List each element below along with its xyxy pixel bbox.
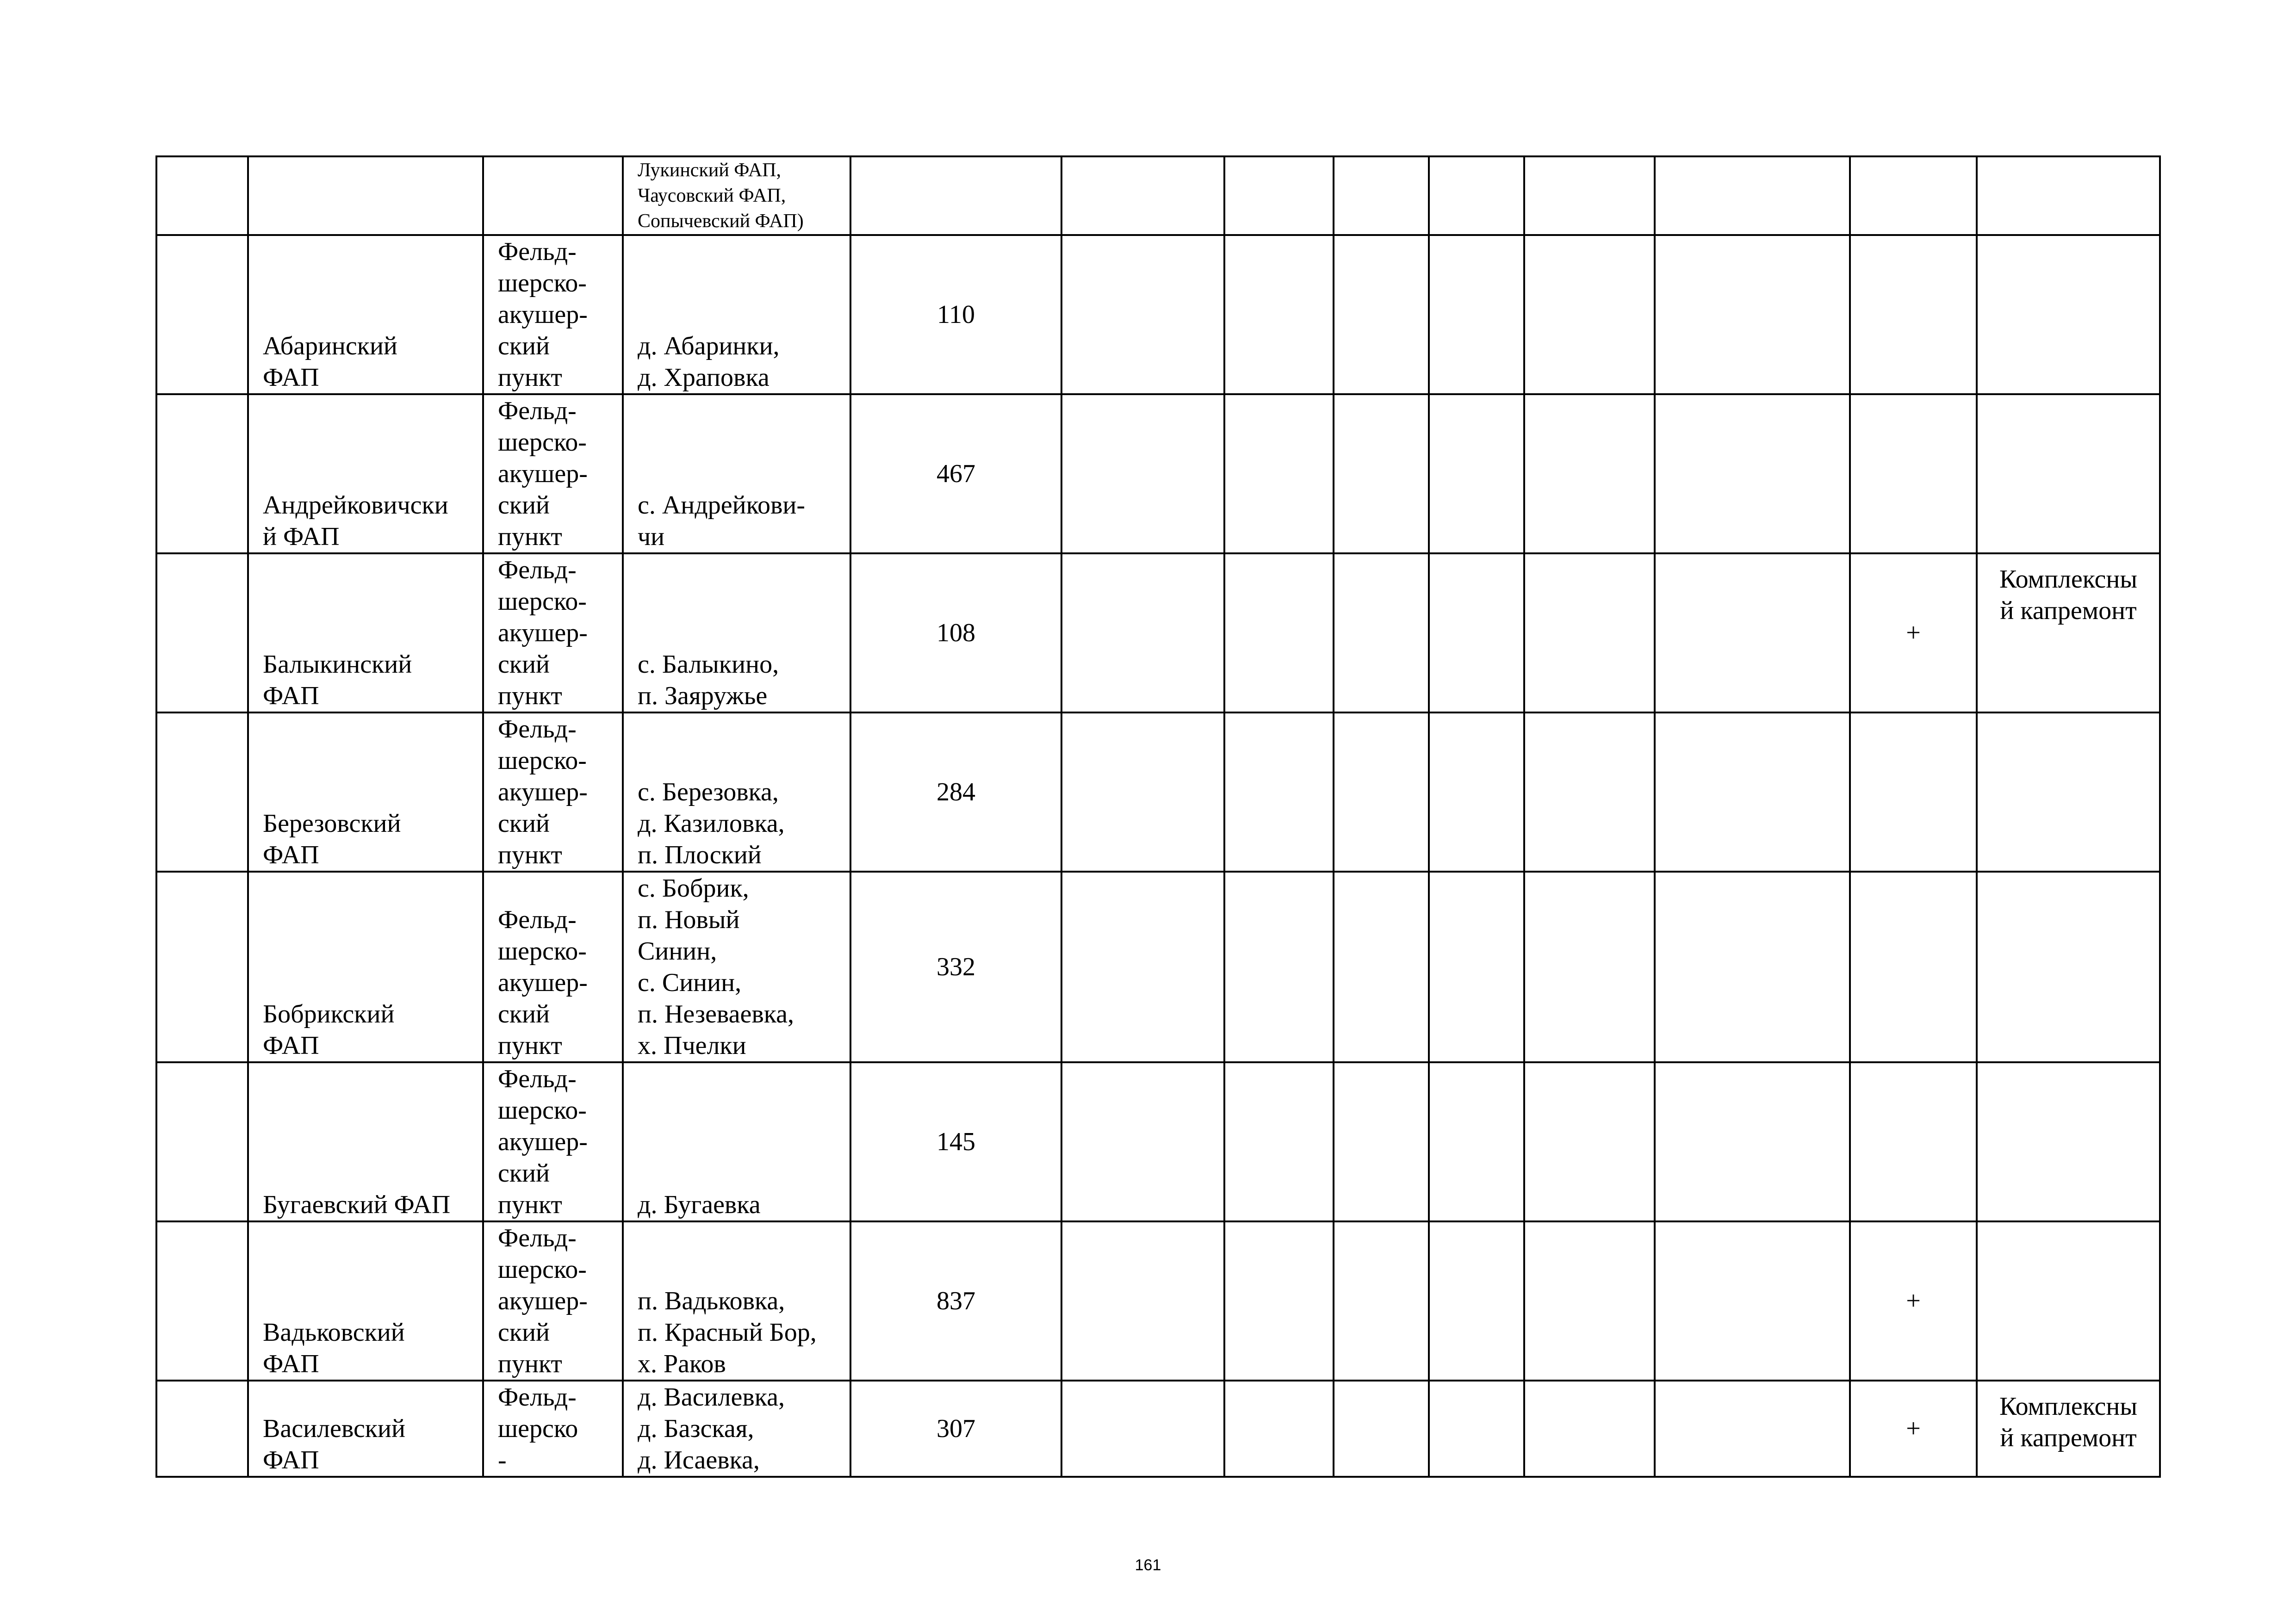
table-cell — [1429, 553, 1524, 712]
population-value: 837 — [937, 1287, 975, 1315]
table-cell — [1334, 235, 1429, 394]
table-cell — [248, 872, 483, 1062]
plus-mark: + — [1906, 1287, 1921, 1315]
table-row — [156, 156, 2160, 235]
facility-name: Бобрикский ФАП — [263, 1000, 395, 1060]
facility-type: Фельд- шерско- акушер- ский пункт — [498, 715, 588, 869]
table-cell — [248, 712, 483, 872]
table-cell — [850, 394, 1061, 553]
repair-note — [1978, 395, 2159, 404]
population-value: 145 — [937, 1127, 975, 1156]
table-cell — [1224, 1381, 1334, 1477]
table-cell — [1524, 712, 1655, 872]
table-row — [156, 1381, 2160, 1477]
table-cell — [623, 1062, 850, 1221]
table-cell — [156, 235, 248, 394]
population-value: 108 — [937, 619, 975, 647]
table-cell — [850, 1381, 1061, 1477]
table-cell — [623, 235, 850, 394]
table-cell — [483, 1062, 623, 1221]
table-cell — [1977, 553, 2160, 712]
table-cell — [1850, 553, 1977, 712]
population-value: 284 — [937, 778, 975, 806]
repair-note — [1978, 1063, 2159, 1072]
table-cell — [1429, 394, 1524, 553]
table-cell — [850, 235, 1061, 394]
table-cell — [1655, 553, 1850, 712]
table-cell — [1061, 1381, 1224, 1477]
table-cell — [623, 156, 850, 235]
facility-name: Василевский ФАП — [263, 1414, 405, 1474]
table-cell — [156, 394, 248, 553]
facility-locality: д. Абаринки, д. Храповка — [638, 332, 780, 392]
table-cell — [1224, 1221, 1334, 1381]
table-cell — [1334, 394, 1429, 553]
table-cell — [1977, 872, 2160, 1062]
table-cell — [1224, 394, 1334, 553]
table-cell — [1850, 156, 1977, 235]
facility-name: Березовский ФАП — [263, 809, 401, 869]
table-cell — [1655, 394, 1850, 553]
table-cell — [623, 394, 850, 553]
table-cell — [156, 1221, 248, 1381]
population-value: 110 — [937, 300, 975, 329]
table-cell — [1655, 235, 1850, 394]
facility-type: Фельд- шерско- акушер- ский пункт — [498, 1065, 588, 1219]
table-cell — [1850, 1221, 1977, 1381]
repair-note: Комплексны й капремонт — [1999, 565, 2137, 625]
table-cell — [850, 156, 1061, 235]
table-cell — [1429, 235, 1524, 394]
table-cell — [156, 553, 248, 712]
table-cell — [850, 872, 1061, 1062]
table-cell — [483, 872, 623, 1062]
table-cell — [623, 1381, 850, 1477]
population-value: 307 — [937, 1414, 975, 1443]
table-cell — [1524, 553, 1655, 712]
table-cell — [1655, 156, 1850, 235]
table-cell — [1224, 235, 1334, 394]
table-cell — [1850, 1062, 1977, 1221]
table-cell — [1224, 712, 1334, 872]
table-cell — [1850, 235, 1977, 394]
table-cell — [1524, 394, 1655, 553]
table-cell — [1524, 1381, 1655, 1477]
table-cell — [1655, 1062, 1850, 1221]
facility-name: Андрейковичски й ФАП — [263, 491, 448, 551]
table-cell — [156, 156, 248, 235]
facility-locality: д. Бугаевка — [638, 1190, 761, 1219]
facility-name: Вадьковский ФАП — [263, 1318, 405, 1378]
facility-name: Абаринский ФАП — [263, 332, 397, 392]
table-cell — [1655, 1381, 1850, 1477]
table-cell — [623, 553, 850, 712]
table-cell — [623, 872, 850, 1062]
facility-type: Фельд- шерско- акушер- ский пункт — [498, 556, 588, 710]
facility-locality: с. Березовка, д. Казиловка, п. Плоский — [638, 778, 785, 869]
table-cell — [1334, 1062, 1429, 1221]
facility-name: Балыкинский ФАП — [263, 650, 412, 710]
facility-type: Фельд- шерско- акушер- ский пункт — [498, 237, 588, 392]
table-cell — [1334, 156, 1429, 235]
table-cell — [483, 235, 623, 394]
table-cell — [1524, 1221, 1655, 1381]
table-cell — [1977, 1221, 2160, 1381]
facility-type: Фельд- шерско- акушер- ский пункт — [498, 396, 588, 551]
table-cell — [850, 712, 1061, 872]
table-cell — [248, 553, 483, 712]
table-row — [156, 1062, 2160, 1221]
table-cell — [1977, 1381, 2160, 1477]
table-cell — [483, 156, 623, 235]
table-cell — [1977, 156, 2160, 235]
table-cell — [156, 1381, 248, 1477]
repair-note — [1978, 873, 2159, 882]
table-cell — [1429, 712, 1524, 872]
plus-mark: + — [1906, 619, 1921, 647]
table-cell — [623, 712, 850, 872]
table-cell — [1061, 553, 1224, 712]
table-cell — [248, 235, 483, 394]
table-cell — [1061, 156, 1224, 235]
facility-locality: с. Балыкино, п. Заяружье — [638, 650, 779, 710]
table-cell — [1524, 156, 1655, 235]
table-row — [156, 235, 2160, 394]
table-row — [156, 872, 2160, 1062]
table-cell — [1061, 712, 1224, 872]
table-cell — [1429, 156, 1524, 235]
table-cell — [483, 1221, 623, 1381]
table-cell — [1655, 712, 1850, 872]
table-cell — [483, 712, 623, 872]
table-cell — [1977, 235, 2160, 394]
table-cell — [1524, 235, 1655, 394]
table-cell — [248, 1062, 483, 1221]
table-cell — [483, 553, 623, 712]
table-cell — [623, 1221, 850, 1381]
facility-locality: п. Вадьковка, п. Красный Бор, х. Раков — [638, 1287, 817, 1378]
table-cell — [1061, 1221, 1224, 1381]
table-cell — [1061, 235, 1224, 394]
facility-name: Бугаевский ФАП — [263, 1190, 451, 1219]
table-cell — [1334, 872, 1429, 1062]
table-cell — [1977, 394, 2160, 553]
table-cell — [1429, 1062, 1524, 1221]
table-cell — [1429, 872, 1524, 1062]
table-cell — [1655, 1221, 1850, 1381]
table-cell — [1334, 1381, 1429, 1477]
table-cell — [1977, 712, 2160, 872]
table-cell — [1334, 553, 1429, 712]
table-cell — [1334, 1221, 1429, 1381]
table-cell — [1655, 872, 1850, 1062]
population-value: 332 — [937, 953, 975, 981]
repair-note — [1978, 236, 2159, 245]
table-cell — [1429, 1221, 1524, 1381]
locality-cell: Лукинский ФАП, Чаусовский ФАП, Сопычевский ФАП) — [638, 160, 804, 232]
table-cell — [1850, 872, 1977, 1062]
table-cell — [1524, 1062, 1655, 1221]
facilities-table — [155, 155, 2161, 1478]
table-row — [156, 394, 2160, 553]
table-row — [156, 712, 2160, 872]
facility-locality: д. Василевка, д. Базская, д. Исаевка, — [638, 1383, 785, 1474]
repair-note: Комплексны й капремонт — [1999, 1392, 2137, 1452]
plus-mark: + — [1906, 1414, 1921, 1443]
table-cell — [1334, 712, 1429, 872]
table-cell — [156, 872, 248, 1062]
table-cell — [850, 553, 1061, 712]
facility-type: Фельд- шерско - — [498, 1383, 578, 1474]
table-cell — [850, 1221, 1061, 1381]
table-cell — [1224, 156, 1334, 235]
table-cell — [1524, 872, 1655, 1062]
table-cell — [1224, 872, 1334, 1062]
table-cell — [1224, 1062, 1334, 1221]
facility-locality: с. Андрейкови- чи — [638, 491, 806, 551]
table-cell — [1061, 1062, 1224, 1221]
facility-type: Фельд- шерско- акушер- ский пункт — [498, 1224, 588, 1378]
table-cell — [1061, 394, 1224, 553]
population-value: 467 — [937, 459, 975, 488]
table-cell — [1850, 1381, 1977, 1477]
table-cell — [483, 1381, 623, 1477]
facility-locality: с. Бобрик, п. Новый Синин, с. Синин, п. Незеваевка, х. Пчелки — [638, 874, 794, 1060]
table-cell — [1977, 1062, 2160, 1221]
table-cell — [156, 712, 248, 872]
facility-type: Фельд- шерско- акушер- ский пункт — [498, 905, 588, 1060]
table-cell — [1224, 553, 1334, 712]
table-cell — [1850, 394, 1977, 553]
table-cell — [156, 1062, 248, 1221]
table-cell — [1850, 712, 1977, 872]
page-number: 161 — [1135, 1556, 1161, 1574]
table-cell — [248, 156, 483, 235]
table-cell — [1061, 872, 1224, 1062]
table-cell — [248, 1221, 483, 1381]
repair-note — [1978, 1222, 2159, 1232]
repair-note — [1978, 713, 2159, 723]
table-cell — [248, 1381, 483, 1477]
table-row — [156, 1221, 2160, 1381]
table-cell — [248, 394, 483, 553]
table-cell — [1429, 1381, 1524, 1477]
table-row — [156, 553, 2160, 712]
table-cell — [850, 1062, 1061, 1221]
table-cell — [483, 394, 623, 553]
